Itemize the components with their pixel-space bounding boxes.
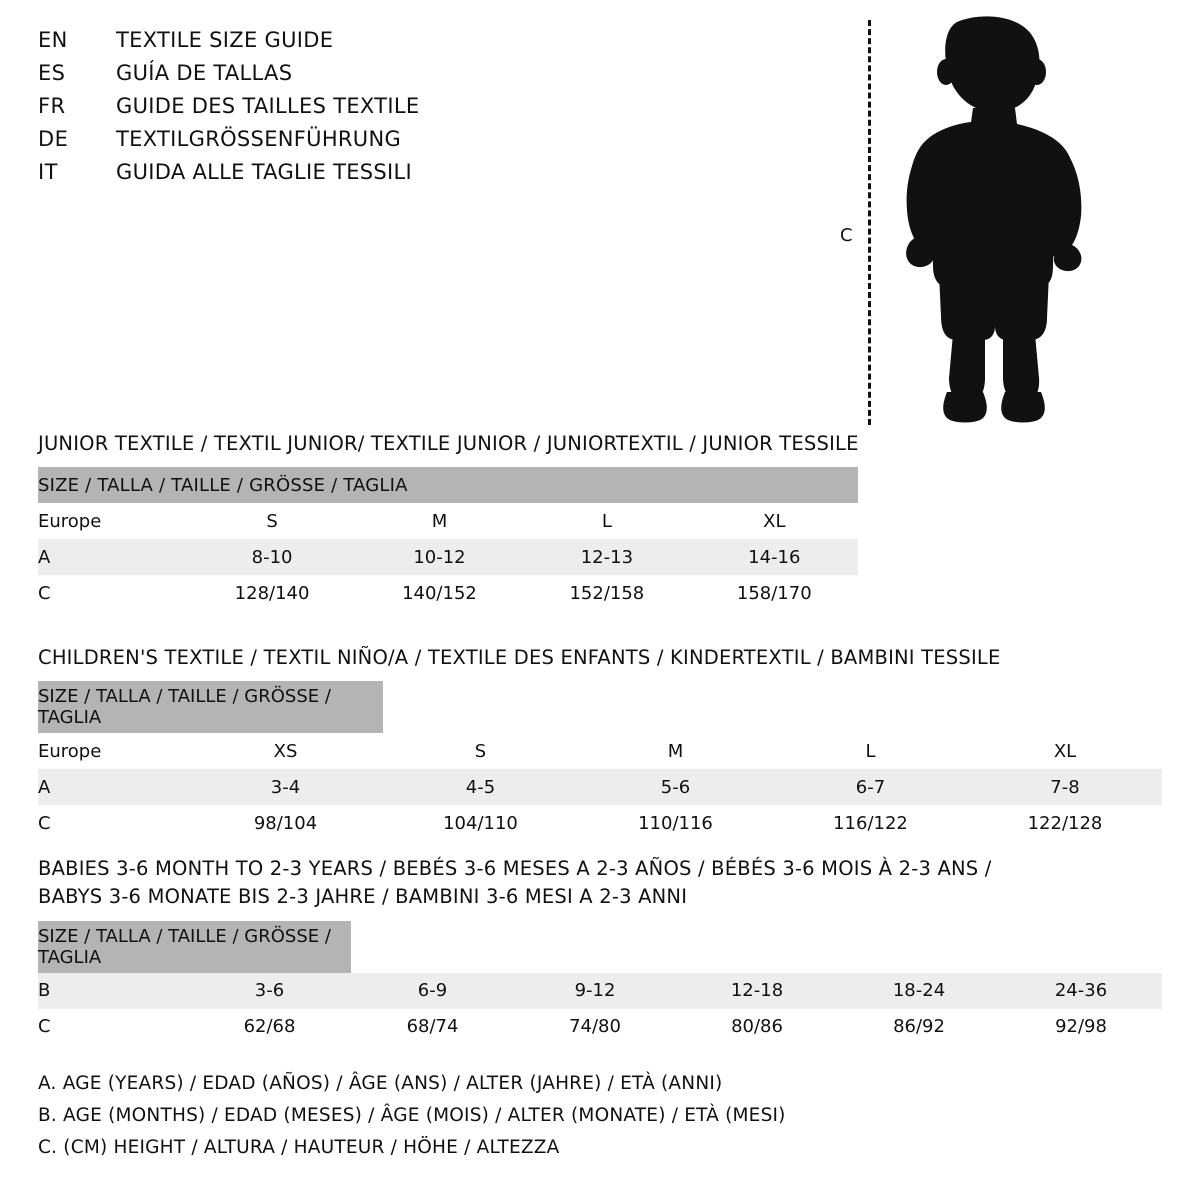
child-silhouette-icon <box>885 16 1115 426</box>
cell-value: 110/116 <box>578 805 773 841</box>
row-label: C <box>38 1009 188 1045</box>
row-label: C <box>38 575 188 611</box>
children-size-table <box>38 681 1162 841</box>
row-label: Europe <box>38 503 188 539</box>
language-code: ES <box>38 61 66 85</box>
table-row <box>38 575 858 611</box>
cell-value: XL <box>691 503 858 539</box>
section-babies <box>38 855 1162 1045</box>
cell-value: 5-6 <box>578 769 773 805</box>
language-title: TEXTILE SIZE GUIDE <box>116 28 334 52</box>
language-code: FR <box>38 94 66 118</box>
cell-value: 4-5 <box>383 769 578 805</box>
language-header <box>38 28 598 193</box>
language-title: GUIDE DES TAILLES TEXTILE <box>116 94 420 118</box>
cell-value: 116/122 <box>773 805 968 841</box>
language-row-it <box>38 160 598 193</box>
cell-value: 6-9 <box>351 973 514 1009</box>
cell-value: 74/80 <box>514 1009 676 1045</box>
cell-value: 80/86 <box>676 1009 838 1045</box>
cell-value: 9-12 <box>514 973 676 1009</box>
table-band-row <box>38 681 1162 733</box>
language-title: GUÍA DE TALLAS <box>116 61 293 85</box>
language-row-en <box>38 28 598 61</box>
table-row <box>38 973 1162 1009</box>
table-row <box>38 733 1162 769</box>
cell-value: 3-4 <box>188 769 383 805</box>
section-title: BABIES 3-6 MONTH TO 2-3 YEARS / BEBÉS 3-6 MESES A 2-3 AÑOS / BÉBÉS 3-6 MOIS À 2-3 ANS / BABYS 3-6 MONATE BIS 2-3 JAHRE / BAMBINI 3-6 MESI A 2-3 ANNI <box>38 857 992 909</box>
cell-value: L <box>523 503 690 539</box>
cell-value: 24-36 <box>1000 973 1162 1009</box>
cell-value: 152/158 <box>523 575 690 611</box>
band-label: SIZE / TALLA / TAILLE / GRÖSSE / TAGLIA <box>38 681 383 733</box>
band-filler <box>383 681 1162 733</box>
cell-value: M <box>578 733 773 769</box>
table-row <box>38 769 1162 805</box>
cell-value: 6-7 <box>773 769 968 805</box>
cell-value: 10-12 <box>356 539 523 575</box>
footnote-b: B. AGE (MONTHS) / EDAD (MESES) / ÂGE (MOIS) / ALTER (MONATE) / ETÀ (MESI) <box>38 1104 786 1126</box>
cell-value: S <box>188 503 355 539</box>
cell-value: 18-24 <box>838 973 1000 1009</box>
language-title: TEXTILGRÖSSENFÜHRUNG <box>116 127 402 151</box>
cell-value: 12-13 <box>523 539 690 575</box>
cell-value: XL <box>968 733 1162 769</box>
cell-value: 68/74 <box>351 1009 514 1045</box>
cell-value: 7-8 <box>968 769 1162 805</box>
language-row-fr <box>38 94 598 127</box>
cell-value: 92/98 <box>1000 1009 1162 1045</box>
cell-value: S <box>383 733 578 769</box>
row-label: A <box>38 539 188 575</box>
measurement-figure <box>840 10 1160 430</box>
cell-value: 86/92 <box>838 1009 1000 1045</box>
cell-value: 158/170 <box>691 575 858 611</box>
cell-value: 62/68 <box>188 1009 351 1045</box>
row-label: A <box>38 769 188 805</box>
table-band-row <box>38 467 858 503</box>
footnote-c: C. (CM) HEIGHT / ALTURA / HAUTEUR / HÖHE / ALTEZZA <box>38 1136 560 1158</box>
cell-value: 12-18 <box>676 973 838 1009</box>
band-label: SIZE / TALLA / TAILLE / GRÖSSE / TAGLIA <box>38 467 858 503</box>
section-title: CHILDREN'S TEXTILE / TEXTIL NIÑO/A / TEXTILE DES ENFANTS / KINDERTEXTIL / BAMBINI TESSILE <box>38 646 1001 669</box>
row-label: B <box>38 973 188 1009</box>
language-code: EN <box>38 28 68 52</box>
cell-value: 3-6 <box>188 973 351 1009</box>
section-junior <box>38 430 1162 611</box>
table-row <box>38 805 1162 841</box>
footnote-a: A. AGE (YEARS) / EDAD (AÑOS) / ÂGE (ANS) / ALTER (JAHRE) / ETÀ (ANNI) <box>38 1073 723 1094</box>
height-measure-label: C <box>840 225 853 246</box>
language-code: DE <box>38 127 69 151</box>
cell-value: 128/140 <box>188 575 355 611</box>
language-row-de <box>38 127 598 160</box>
section-title: JUNIOR TEXTILE / TEXTIL JUNIOR/ TEXTILE JUNIOR / JUNIORTEXTIL / JUNIOR TESSILE <box>38 432 859 455</box>
language-code: IT <box>38 160 58 184</box>
table-row <box>38 539 858 575</box>
cell-value: 14-16 <box>691 539 858 575</box>
cell-value: M <box>356 503 523 539</box>
cell-value: XS <box>188 733 383 769</box>
table-row <box>38 503 858 539</box>
cell-value: 98/104 <box>188 805 383 841</box>
cell-value: 122/128 <box>968 805 1162 841</box>
cell-value: 8-10 <box>188 539 355 575</box>
footnotes <box>38 1068 1138 1163</box>
cell-value: 104/110 <box>383 805 578 841</box>
junior-size-table <box>38 467 858 611</box>
band-label: SIZE / TALLA / TAILLE / GRÖSSE / TAGLIA <box>38 921 351 973</box>
section-children <box>38 644 1162 841</box>
table-band-row <box>38 921 1162 973</box>
table-row <box>38 1009 1162 1045</box>
row-label: Europe <box>38 733 188 769</box>
babies-size-table <box>38 921 1162 1045</box>
language-title: GUIDA ALLE TAGLIE TESSILI <box>116 160 413 184</box>
band-filler <box>351 921 1162 973</box>
cell-value: 140/152 <box>356 575 523 611</box>
height-dashed-line <box>868 20 871 425</box>
cell-value: L <box>773 733 968 769</box>
language-row-es <box>38 61 598 94</box>
row-label: C <box>38 805 188 841</box>
